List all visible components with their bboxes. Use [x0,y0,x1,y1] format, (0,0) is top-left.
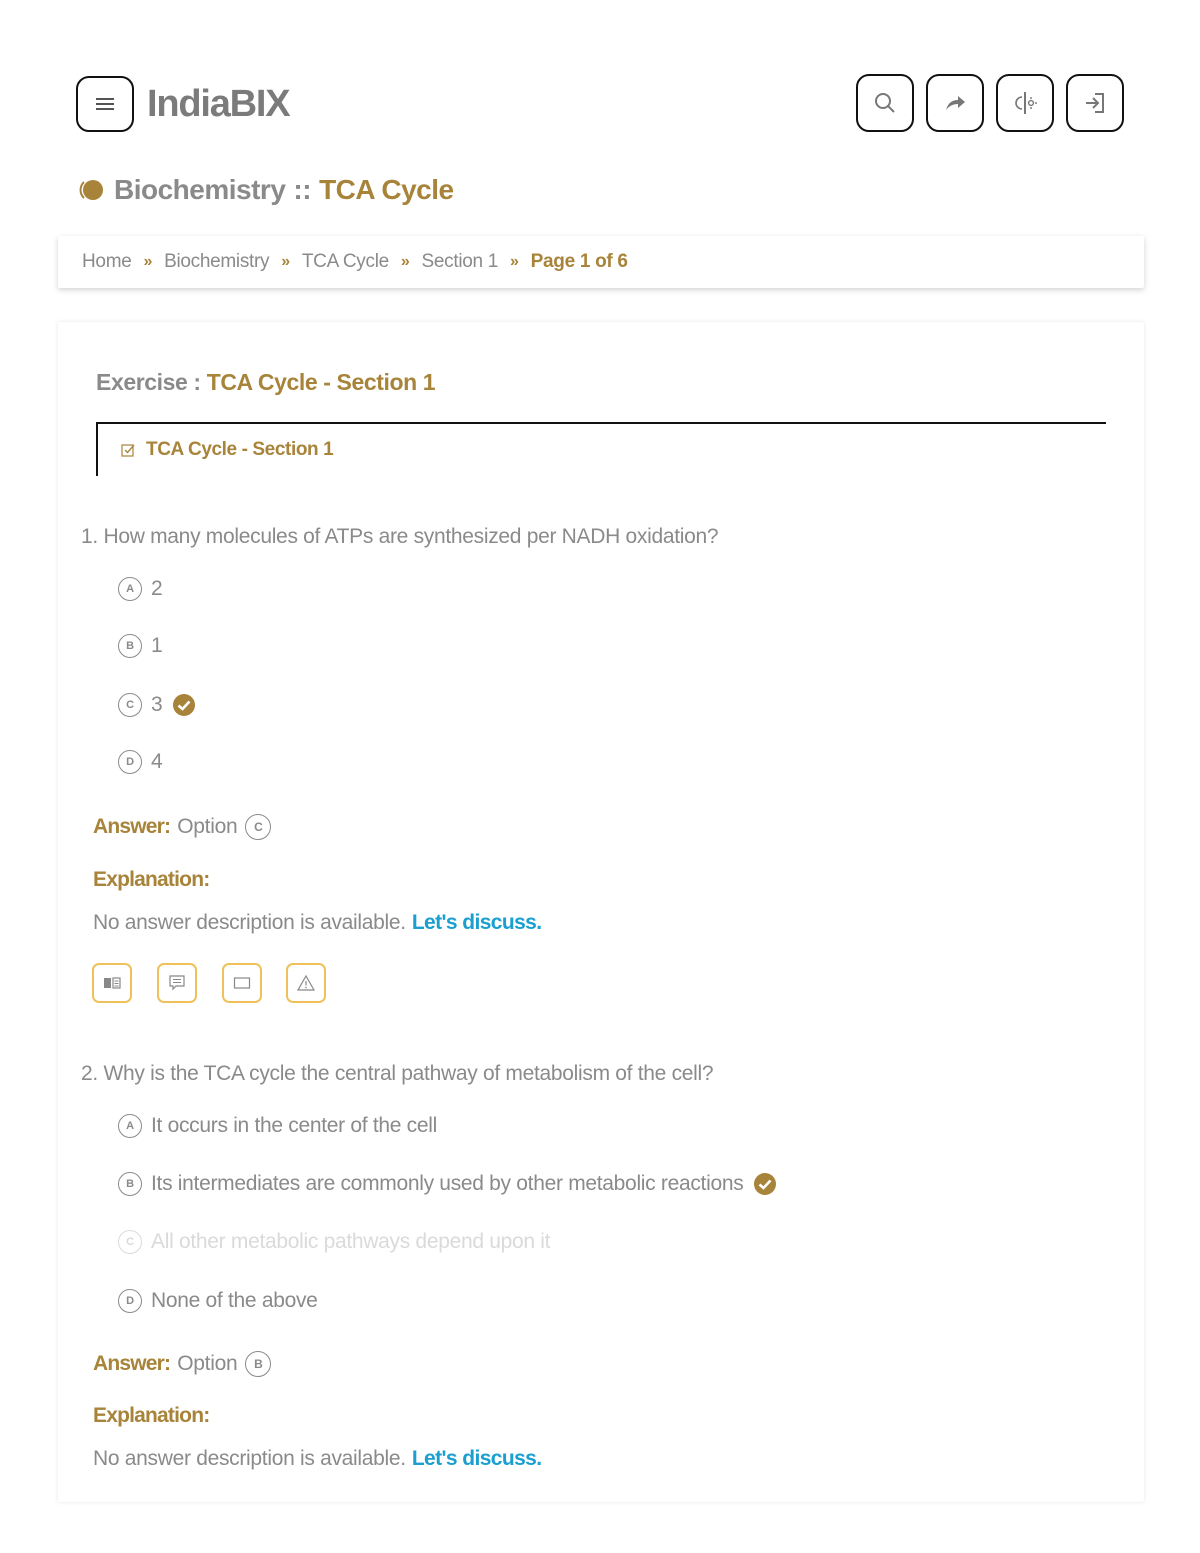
breadcrumb [58,236,1144,288]
q2-option-d[interactable] [118,1286,318,1316]
option-letter: C [118,1230,142,1254]
discuss-link[interactable]: Let's discuss. [411,1447,542,1470]
q1-option-a[interactable] [118,574,162,604]
workspace-button[interactable] [92,963,132,1003]
q2-option-c[interactable] [118,1227,550,1257]
login-icon [1081,89,1109,117]
site-logo[interactable]: IndiaBIX [147,83,290,125]
question-number: 1. [81,525,98,548]
breadcrumb-item-tca-cycle[interactable]: TCA Cycle [301,251,389,272]
answer-text: Option [177,1352,238,1375]
answer-option-badge: B [245,1351,271,1377]
question-1 [81,522,718,552]
theme-toggle-icon [1011,89,1039,117]
login-button[interactable] [1066,74,1124,132]
q2-explanation [93,1444,541,1474]
q2-explanation-label: Explanation: [93,1404,210,1427]
option-text: 2 [151,577,163,600]
breadcrumb-item-home[interactable]: Home [82,251,132,272]
question-2 [81,1059,713,1089]
option-text: None of the above [151,1289,318,1312]
discuss-link[interactable]: Let's discuss. [411,911,542,934]
q1-option-c[interactable] [118,690,196,720]
explanation-text: No answer description is available. [93,911,406,934]
section-tab-label: TCA Cycle - Section 1 [146,439,334,460]
report-icon [233,976,251,990]
breadcrumb-separator: » [281,253,290,270]
option-letter: D [118,1289,142,1313]
topic-bullet-icon [78,178,104,202]
breadcrumb-item-biochemistry[interactable]: Biochemistry [164,251,270,272]
option-letter: B [118,1172,142,1196]
exercise-name: TCA Cycle - Section 1 [206,369,436,395]
question-number: 2. [81,1062,98,1085]
exercise-label: Exercise : [96,369,201,395]
discuss-button[interactable] [157,963,197,1003]
theme-toggle-button[interactable] [996,74,1054,132]
correct-check-icon [172,693,196,717]
exercise-title [96,366,435,398]
q1-explanation [93,908,541,938]
answer-text: Option [177,815,238,838]
page-title [78,170,454,210]
option-letter: A [118,1114,142,1138]
breadcrumb-separator: » [510,253,519,270]
option-letter: C [118,693,142,717]
option-letter: B [118,634,142,658]
checkbox-icon [120,442,136,458]
q2-option-a[interactable] [118,1111,437,1141]
q2-option-b[interactable] [118,1169,777,1199]
title-separator: :: [293,174,312,205]
q1-option-d[interactable] [118,747,162,777]
q1-explanation-label: Explanation: [93,868,210,891]
menu-button[interactable] [76,76,134,132]
explanation-text: No answer description is available. [93,1447,406,1470]
search-icon [872,90,898,116]
option-text: All other metabolic pathways depend upon it [151,1230,551,1253]
answer-label: Answer: [93,1352,171,1375]
menu-icon [92,93,118,115]
option-text: 4 [151,750,163,773]
correct-check-icon [753,1172,777,1196]
report-button[interactable] [222,963,262,1003]
option-letter: A [118,577,142,601]
breadcrumb-separator: » [400,253,410,270]
share-icon [942,90,968,116]
question-text: How many molecules of ATPs are synthesized per NADH oxidation? [103,525,719,548]
answer-label: Answer: [93,815,171,838]
search-button[interactable] [856,74,914,132]
workspace-icon [102,975,122,991]
warning-icon [296,974,316,992]
title-subject: Biochemistry [114,174,286,205]
breadcrumb-current-page: Page 1 of 6 [530,251,628,272]
breadcrumb-separator: » [143,253,153,270]
title-topic: TCA Cycle [319,174,454,205]
share-button[interactable] [926,74,984,132]
q1-option-b[interactable] [118,631,162,661]
option-text: 1 [151,634,163,657]
answer-option-badge: C [245,814,271,840]
option-text: Its intermediates are commonly used by other metabolic reactions [151,1172,744,1195]
question-text: Why is the TCA cycle the central pathway of metabolism of the cell? [103,1062,714,1085]
discuss-icon [168,974,186,992]
section-tab[interactable] [120,437,333,463]
breadcrumb-item-section[interactable]: Section 1 [421,251,499,272]
q2-answer [93,1349,271,1379]
top-header [0,0,1200,150]
option-letter: D [118,750,142,774]
q1-answer [93,812,271,842]
warning-button[interactable] [286,963,326,1003]
option-text: It occurs in the center of the cell [151,1114,437,1137]
option-text: 3 [151,693,163,716]
